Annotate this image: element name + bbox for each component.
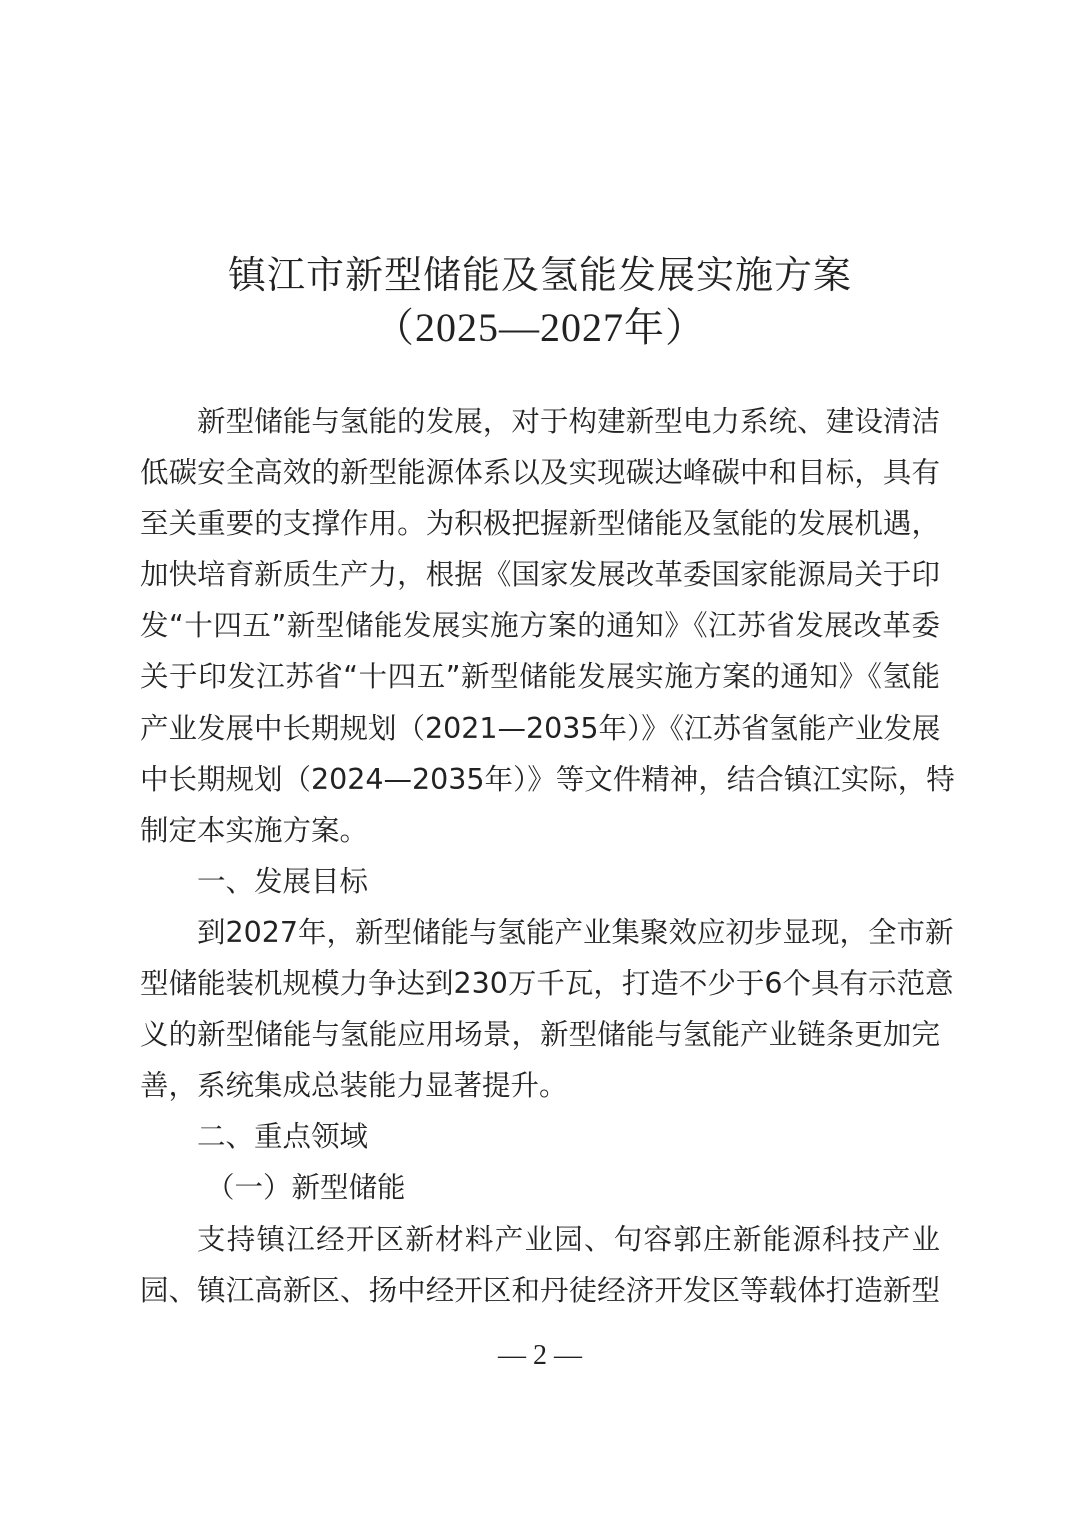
paragraph-line: 中长期规划（2024—2035年）》等文件精神，结合镇江实际，特 [140, 762, 955, 796]
paragraph-line: 制定本实施方案。 [140, 813, 369, 847]
paragraph-line: 善，系统集成总装能力显著提升。 [140, 1069, 568, 1103]
paragraph-line: 至关重要的支撑作用。为积极把握新型储能及氢能的发展机遇， [140, 507, 940, 541]
paragraph-line: 义的新型储能与氢能应用场景，新型储能与氢能产业链条更加完 [140, 1018, 940, 1052]
document-subtitle-years: （2025—2027年） [374, 305, 706, 350]
paragraph-line: 低碳安全高效的新型能源体系以及实现碳达峰碳中和目标，具有 [140, 456, 940, 490]
paragraph-line: 加快培育新质生产力，根据《国家发展改革委国家能源局关于印 [140, 558, 940, 592]
paragraph-line: 关于印发江苏省“十四五”新型储能发展实施方案的通知》《氢能 [140, 660, 940, 694]
subsection-heading-new-energy-storage: （一）新型储能 [206, 1171, 406, 1205]
paragraph-line: 型储能装机规模力争达到230万千瓦，打造不少于6个具有示范意 [140, 967, 954, 1001]
page-number: — 2 — [498, 1340, 582, 1371]
section-heading-key-areas: 二、重点领域 [197, 1120, 369, 1154]
document-title: 镇江市新型储能及氢能发展实施方案 [227, 253, 852, 297]
section-heading-development-goals: 一、发展目标 [197, 864, 369, 898]
paragraph-line: 到2027年，新型储能与氢能产业集聚效应初步显现，全市新 [197, 915, 954, 949]
paragraph-line: 新型储能与氢能的发展，对于构建新型电力系统、建设清洁 [197, 405, 940, 438]
paragraph-line: 发“十四五”新型储能发展实施方案的通知》《江苏省发展改革委 [140, 609, 940, 643]
paragraph-line: 支持镇江经开区新材料产业园、句容郭庄新能源科技产业 [197, 1222, 940, 1256]
paragraph-line: 园、镇江高新区、扬中经开区和丹徒经济开发区等载体打造新型 [140, 1273, 940, 1307]
document-body [140, 400, 955, 1320]
paragraph-line: 产业发展中长期规划（2021—2035年）》《江苏省氢能产业发展 [140, 711, 941, 745]
